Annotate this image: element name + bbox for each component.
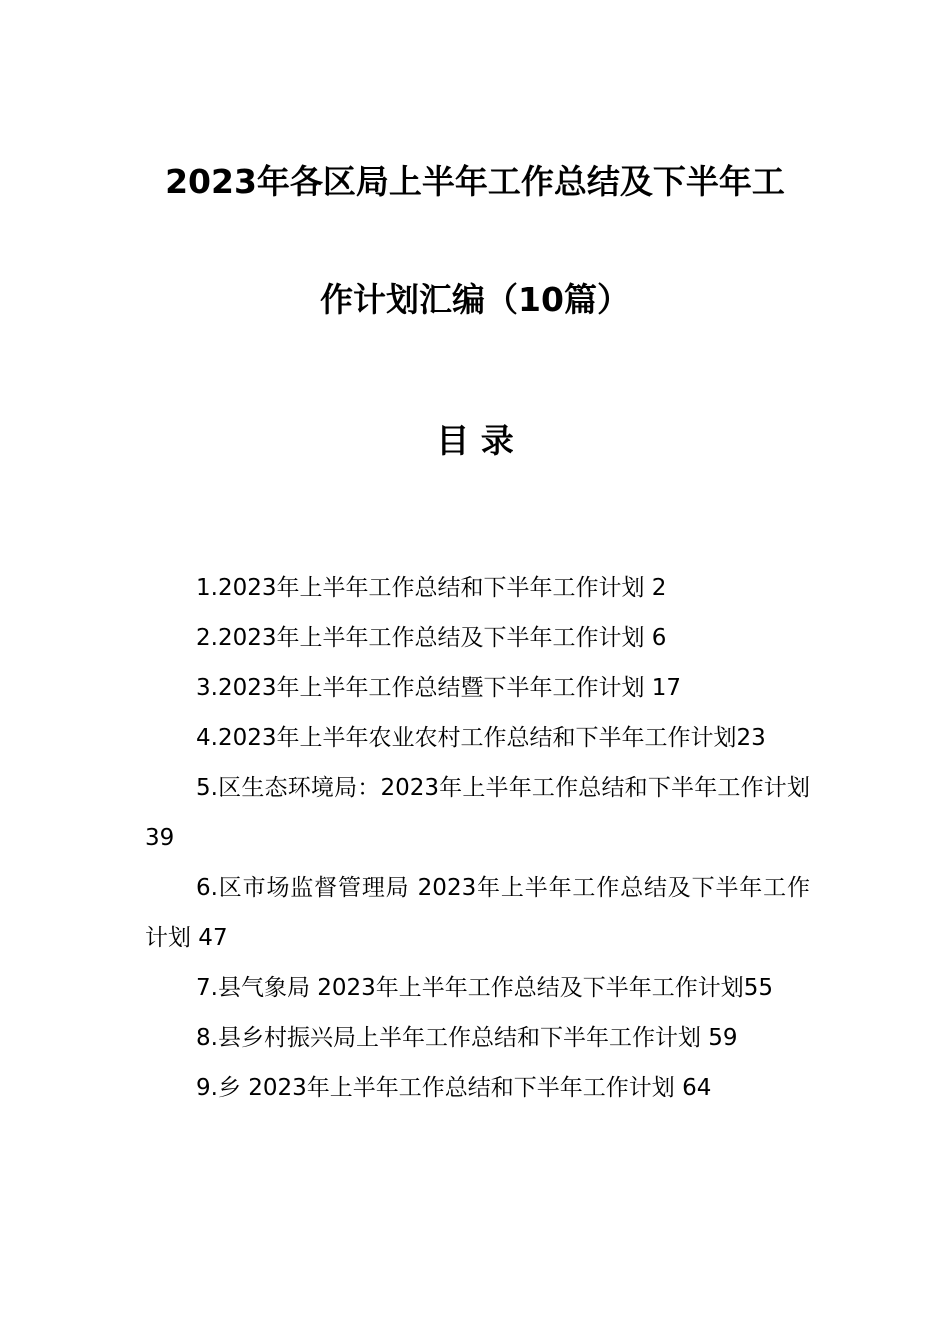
toc-entry-2: 2.2023年上半年工作总结及下半年工作计划 6 <box>196 625 667 651</box>
document-title-line-2: 作计划汇编（10篇） <box>320 280 630 319</box>
toc-entry-9: 9.乡 2023年上半年工作总结和下半年工作计划 64 <box>196 1075 712 1101</box>
toc-entry-1: 1.2023年上半年工作总结和下半年工作计划 2 <box>196 575 667 601</box>
toc-entry-5: 5.区生态环境局：2023年上半年工作总结和下半年工作计划 39 <box>145 775 810 851</box>
toc-entry-6: 6.区市场监督管理局 2023年上半年工作总结及下半年工作计划 47 <box>145 875 810 951</box>
toc-entry-4: 4.2023年上半年农业农村工作总结和下半年工作计划23 <box>196 725 766 751</box>
document-title-line-1: 2023年各区局上半年工作总结及下半年工 <box>165 162 785 201</box>
toc-entry-7: 7.县气象局 2023年上半年工作总结及下半年工作计划55 <box>196 975 774 1001</box>
toc-entry-3: 3.2023年上半年工作总结暨下半年工作计划 17 <box>196 675 682 701</box>
table-of-contents <box>145 563 810 1113</box>
toc-entry-8: 8.县乡村振兴局上半年工作总结和下半年工作计划 59 <box>196 1025 738 1051</box>
toc-heading: 目 录 <box>436 421 514 460</box>
